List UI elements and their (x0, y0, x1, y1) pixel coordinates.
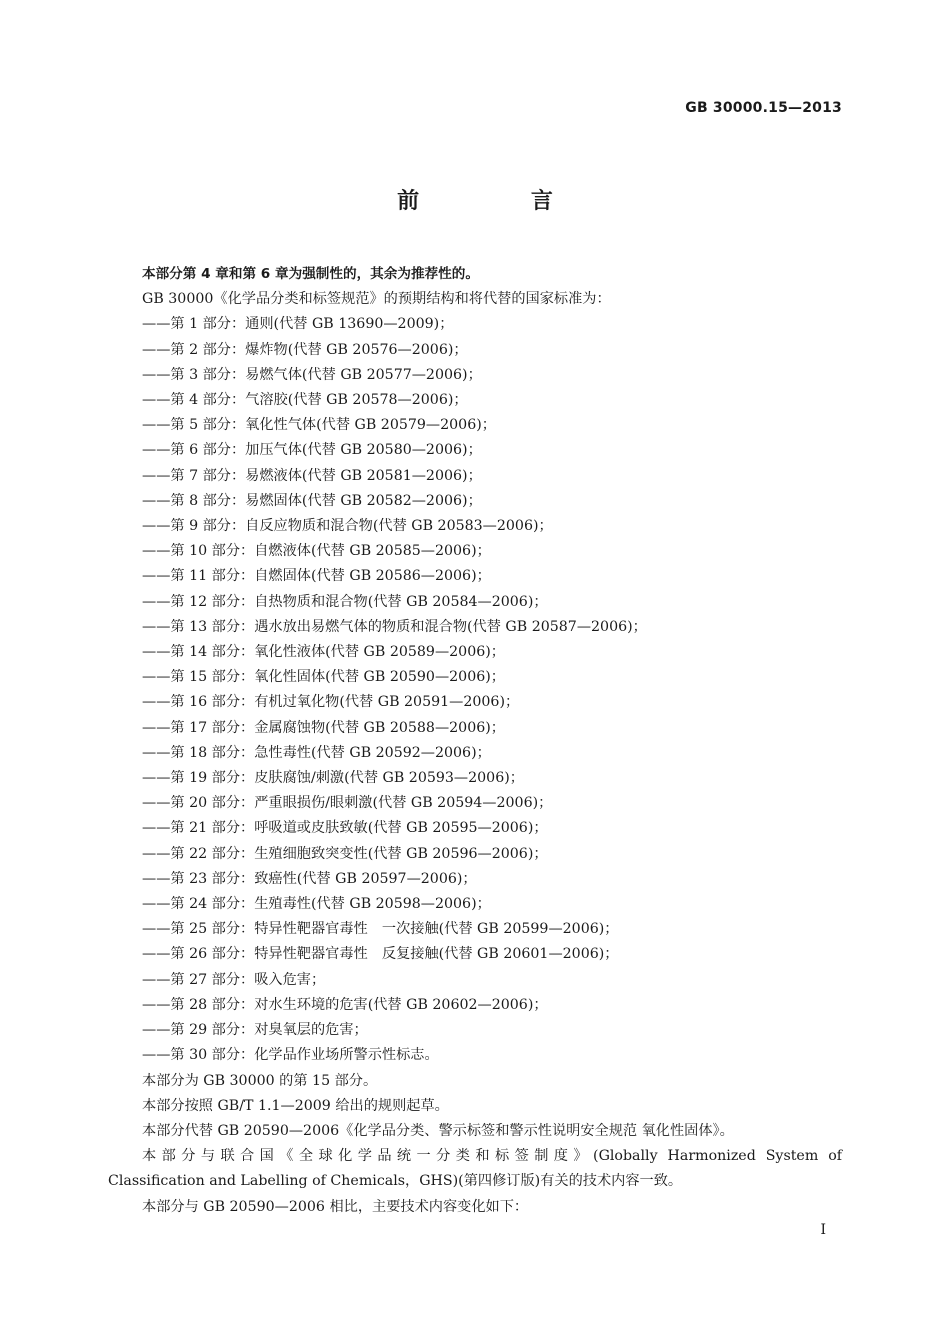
part-list-item: ——第 27 部分：吸入危害； (142, 971, 326, 988)
mandatory-note: 本部分第 4 章和第 6 章为强制性的，其余为推荐性的。 (142, 266, 479, 282)
part-list-item: ——第 4 部分：气溶胶(代替 GB 20578—2006)； (142, 392, 468, 409)
part-list-item: ——第 30 部分：化学品作业场所警示性标志。 (142, 1047, 439, 1064)
part-list-item: ——第 29 部分：对臭氧层的危害； (142, 1022, 368, 1039)
ghs-statement-line2: Classification and Labelling of Chemicals，GHS)(第四修订版)有关的技术内容一致。 (108, 1173, 683, 1190)
part-list-item: ——第 6 部分：加压气体(代替 GB 20580—2006)； (142, 442, 482, 459)
part-list-item: ——第 1 部分：通则(代替 GB 13690—2009)； (142, 316, 454, 333)
part-list-item: ——第 22 部分：生殖细胞致突变性(代替 GB 20596—2006)； (142, 845, 548, 862)
part-list-item: ——第 28 部分：对水生环境的危害(代替 GB 20602—2006)； (142, 996, 548, 1013)
part-list-item: ——第 19 部分：皮肤腐蚀/刺激(代替 GB 20593—2006)； (142, 770, 524, 787)
part-list-item: ——第 12 部分：自热物质和混合物(代替 GB 20584—2006)； (142, 593, 548, 610)
part-list-item: ——第 7 部分：易燃液体(代替 GB 20581—2006)； (142, 467, 482, 484)
changes-statement: 本部分与 GB 20590—2006 相比，主要技术内容变化如下： (142, 1198, 529, 1215)
ghs-statement-line1: 本部分与联合国《全球化学品统一分类和标签制度》(Globally Harmonized System of (142, 1148, 842, 1165)
part-list-item: ——第 9 部分：自反应物质和混合物(代替 GB 20583—2006)； (142, 518, 553, 535)
part-list-item: ——第 15 部分：氧化性固体(代替 GB 20590—2006)； (142, 669, 505, 686)
part-list-item: ——第 8 部分：易燃固体(代替 GB 20582—2006)； (142, 492, 482, 509)
page-number: I (820, 1222, 826, 1238)
part-list-item: ——第 5 部分：氧化性气体(代替 GB 20579—2006)； (142, 417, 496, 434)
part-list-item: ——第 16 部分：有机过氧化物(代替 GB 20591—2006)； (142, 694, 520, 711)
part-list-item: ——第 23 部分：致癌性(代替 GB 20597—2006)； (142, 870, 477, 887)
part-list-item: ——第 24 部分：生殖毒性(代替 GB 20598—2006)； (142, 896, 491, 913)
part-list-item: ——第 10 部分：自燃液体(代替 GB 20585—2006)； (142, 543, 491, 560)
part-list-item: ——第 2 部分：爆炸物(代替 GB 20576—2006)； (142, 341, 468, 358)
part-of-statement: 本部分为 GB 30000 的第 15 部分。 (142, 1072, 378, 1089)
standard-code: GB 30000.15—2013 (685, 100, 842, 116)
structure-intro: GB 30000《化学品分类和标签规范》的预期结构和将代替的国家标准为： (142, 291, 611, 308)
part-list-item: ——第 26 部分：特异性靶器官毒性 反复接触(代替 GB 20601—2006)； (142, 946, 619, 963)
part-list-item: ——第 14 部分：氧化性液体(代替 GB 20589—2006)； (142, 644, 505, 661)
part-list-item: ——第 3 部分：易燃气体(代替 GB 20577—2006)； (142, 366, 482, 383)
part-list-item: ——第 25 部分：特异性靶器官毒性 一次接触(代替 GB 20599—2006)； (142, 921, 619, 938)
part-list-item: ——第 20 部分：严重眼损伤/眼刺激(代替 GB 20594—2006)； (142, 795, 553, 812)
part-list-item: ——第 21 部分：呼吸道或皮肤致敏(代替 GB 20595—2006)； (142, 820, 548, 837)
replaces-statement: 本部分代替 GB 20590—2006《化学品分类、警示标签和警示性说明安全规范 氧化性固体》。 (142, 1122, 734, 1139)
foreword-body (108, 262, 842, 1220)
part-list-item: ——第 13 部分：遇水放出易燃气体的物质和混合物(代替 GB 20587—2006)； (142, 618, 647, 635)
drafting-statement: 本部分按照 GB/T 1.1—2009 给出的规则起草。 (142, 1097, 449, 1114)
page-title: 前 言 (397, 189, 605, 214)
parts-list (108, 312, 842, 1068)
part-list-item: ——第 18 部分：急性毒性(代替 GB 20592—2006)； (142, 744, 491, 761)
part-list-item: ——第 17 部分：金属腐蚀物(代替 GB 20588—2006)； (142, 719, 505, 736)
part-list-item: ——第 11 部分：自燃固体(代替 GB 20586—2006)； (142, 568, 491, 585)
